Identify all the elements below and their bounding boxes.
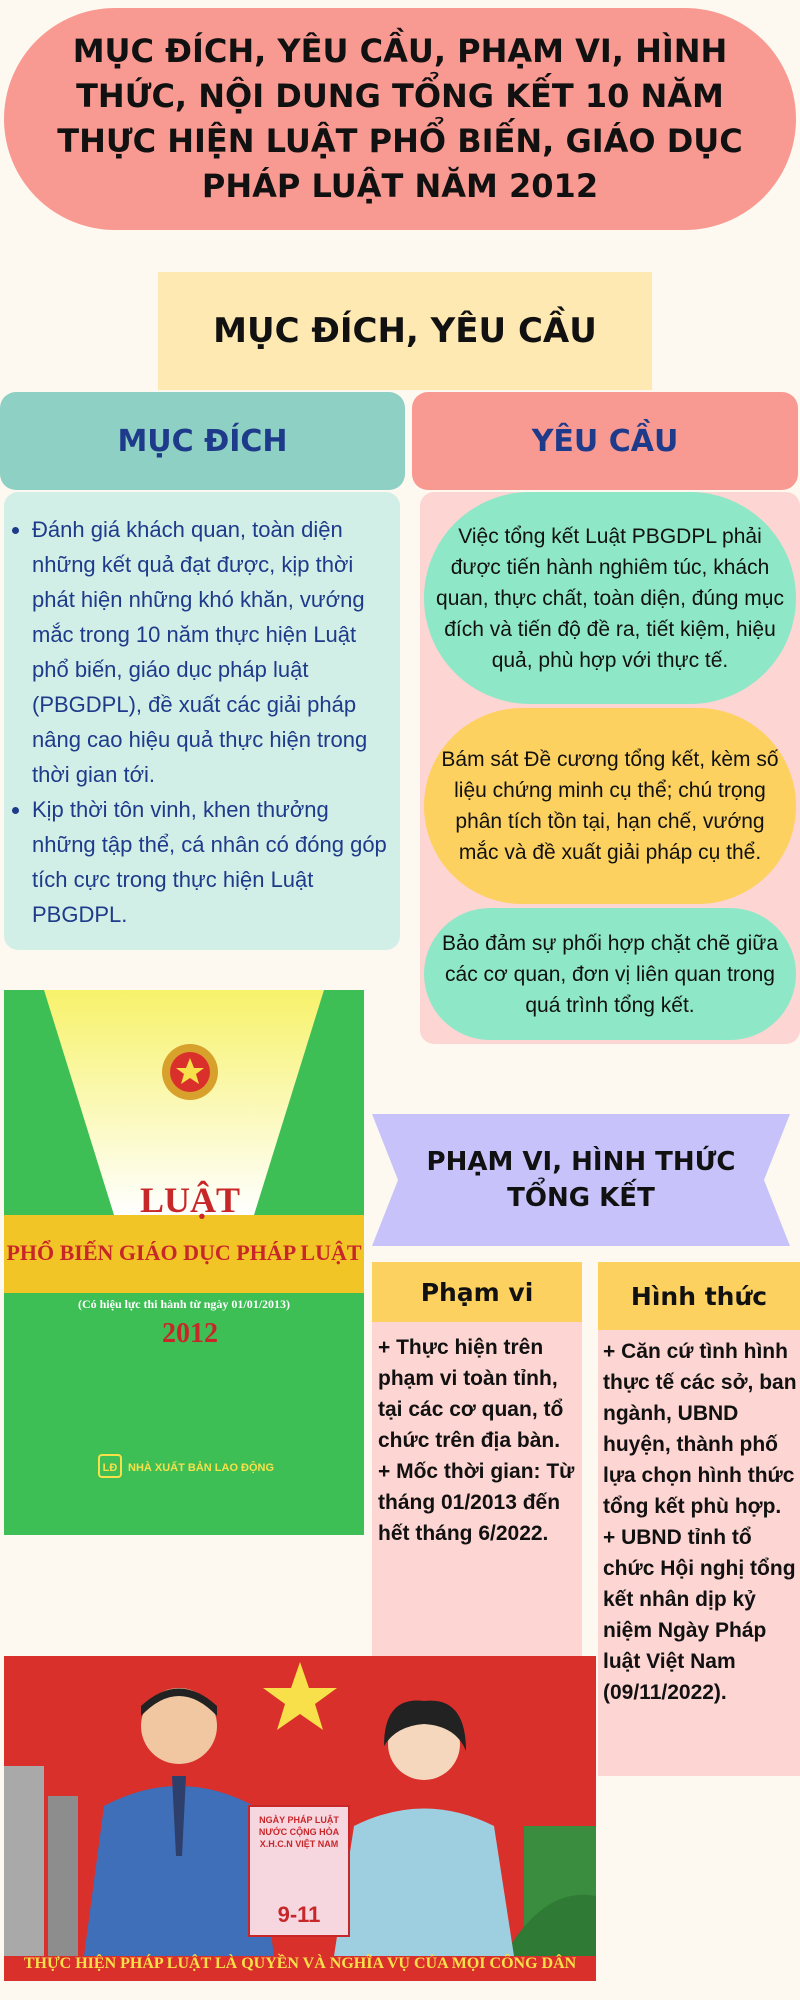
yeu-cau-item xyxy=(424,492,796,704)
law-day-poster-image xyxy=(4,1656,596,1981)
hinh-thuc-header xyxy=(598,1262,800,1330)
section-title: MỤC ĐÍCH, YÊU CẦU xyxy=(213,311,597,351)
law-book-cover-image xyxy=(4,990,364,1535)
book-year: 2012 xyxy=(162,1318,218,1349)
section-title-line: PHẠM VI, HÌNH THỨC xyxy=(426,1147,736,1177)
book-cover-illustration xyxy=(4,990,364,1535)
section-title-line: TỔNG KẾT xyxy=(507,1183,655,1213)
muc-dich-heading: MỤC ĐÍCH xyxy=(117,423,288,459)
section-header-pham-vi-hinh-thuc xyxy=(372,1114,790,1246)
hinh-thuc-heading: Hình thức xyxy=(630,1281,768,1311)
book-effective-date: (Có hiệu lực thi hành từ ngày 01/01/2013) xyxy=(77,1297,291,1311)
hinh-thuc-content xyxy=(598,1330,800,1776)
pham-vi-line: + Mốc thời gian: Từ tháng 01/2013 đến hết tháng 6/2022. xyxy=(378,1460,575,1545)
section-header-muc-dich-yeu-cau xyxy=(158,272,652,390)
hinh-thuc-line: + Căn cứ tình hình thực tế các sở, ban ngành, UBND huyện, thành phố lựa chọn hình thức tổng kết phù hợp. xyxy=(603,1340,797,1518)
muc-dich-content xyxy=(4,492,400,950)
yeu-cau-item xyxy=(424,908,796,1040)
pham-vi-header xyxy=(372,1262,582,1322)
page-title-banner xyxy=(4,8,796,230)
poster-slogan: THỰC HIỆN PHÁP LUẬT LÀ QUYỀN VÀ NGHĨA VỤ CỦA MỌI CÔNG DÂN xyxy=(23,1955,577,1972)
section-title xyxy=(372,1114,790,1246)
book-law-title: PHỔ BIẾN GIÁO DỤC PHÁP LUẬT xyxy=(6,1240,362,1265)
yeu-cau-text: Bảo đảm sự phối hợp chặt chẽ giữa các cơ quan, đơn vị liên quan trong quá trình tổng kết. xyxy=(441,931,779,1017)
yeu-cau-item xyxy=(424,708,796,904)
publisher-name: NHÀ XUẤT BẢN LAO ĐỘNG xyxy=(128,1462,275,1474)
list-item: • Đánh giá khách quan, toàn diện những kết quả đạt được, kịp thời phát hiện những khó khăn, vướng mắc trong 10 năm thực hiện Luật phổ biến, giáo dục pháp luật (PBGDPL), đề xuất các giải pháp nâng cao hiệu quả thực hiện trong thời gian tới. xyxy=(32,512,394,792)
publisher-logo-text: LĐ xyxy=(102,1462,118,1474)
yeu-cau-heading: YÊU CẦU xyxy=(531,423,679,459)
page-title: MỤC ĐÍCH, YÊU CẦU, PHẠM VI, HÌNH THỨC, NỘI DUNG TỔNG KẾT 10 NĂM THỰC HIỆN LUẬT PHỔ BIẾN, GIÁO DỤC PHÁP LUẬT NĂM 2012 xyxy=(57,32,743,205)
poster-illustration xyxy=(4,1656,596,1981)
poster-book-date: 9-11 xyxy=(277,1902,321,1927)
yeu-cau-header xyxy=(412,392,798,490)
poster-book-title: NGÀY PHÁP LUẬT NƯỚC CỘNG HÒA X.H.C.N VIỆT NAM xyxy=(258,1815,340,1849)
pham-vi-content xyxy=(372,1322,582,1657)
muc-dich-header xyxy=(0,392,405,490)
pham-vi-line: + Thực hiện trên phạm vi toàn tỉnh, tại các cơ quan, tổ chức trên địa bàn. xyxy=(378,1336,564,1452)
book-word-luat: LUẬT xyxy=(139,1180,241,1220)
list-item: • Kịp thời tôn vinh, khen thưởng những tập thể, cá nhân có đóng góp tích cực trong thực hiện Luật PBGDPL. xyxy=(32,792,394,932)
muc-dich-list xyxy=(14,512,394,932)
hinh-thuc-line: + UBND tỉnh tổ chức Hội nghị tổng kết nhân dịp kỷ niệm Ngày Pháp luật Việt Nam (09/11/2022). xyxy=(603,1526,796,1704)
pham-vi-heading: Phạm vi xyxy=(420,1277,534,1307)
yeu-cau-text: Bám sát Đề cương tổng kết, kèm số liệu chứng minh cụ thể; chú trọng phân tích tồn tại, hạn chế, vướng mắc và đề xuất giải pháp cụ thể. xyxy=(441,748,779,864)
yeu-cau-text: Việc tổng kết Luật PBGDPL phải được tiến hành nghiêm túc, khách quan, thực chất, toàn diện, đúng mục đích và tiến độ đề ra, tiết kiệm, hiệu quả, phù hợp với thực tế. xyxy=(436,524,784,672)
